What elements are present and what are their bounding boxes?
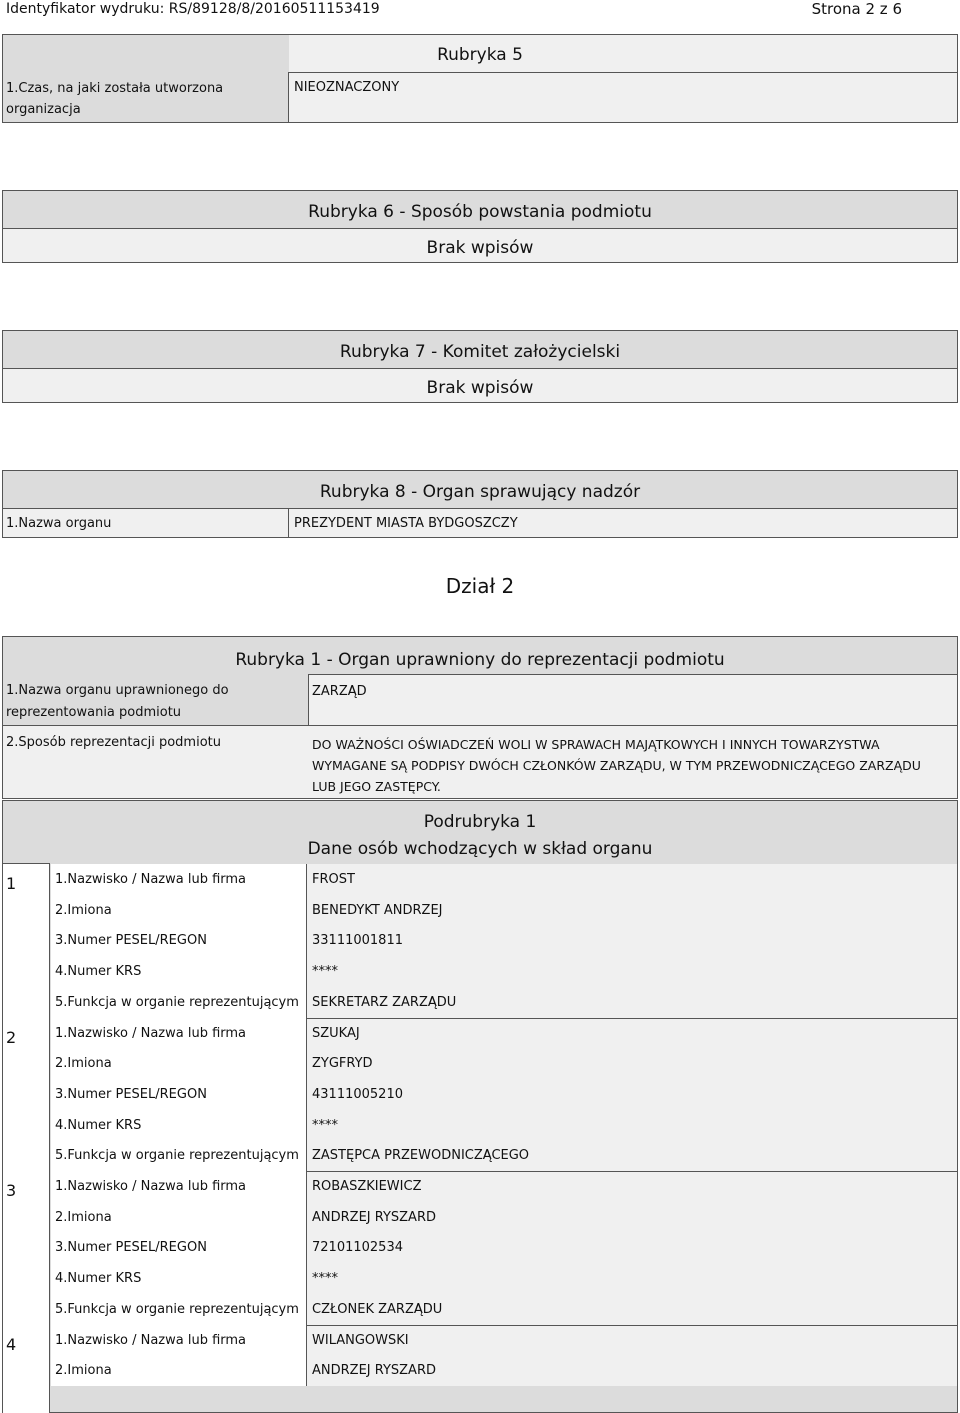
print-identifier: Identyfikator wydruku: RS/89128/8/20160511153419 [6, 1, 380, 17]
person-index: 1 [6, 874, 17, 893]
person-imiona-value: ZYGFRYD [312, 1056, 373, 1072]
rubryka5-label: 1.Czas, na jaki została utworzona organizacja [6, 81, 224, 117]
person-nazwisko-value: FROST [312, 872, 355, 887]
person-value-cell [306, 925, 957, 956]
person-pesel-value: 43111005210 [312, 1086, 403, 1102]
person-nazwisko-value: SZUKAJ [312, 1025, 360, 1041]
rubryka8-value: PREZYDENT MIASTA BYDGOSZCZY [294, 516, 518, 531]
rubryka1-label2: 2.Sposób reprezentacji podmiotu [6, 735, 221, 750]
person-krs-value: **** [312, 1117, 338, 1133]
person-value-cell [306, 1079, 957, 1110]
person-nazwisko-value: ROBASZKIEWICZ [312, 1179, 422, 1194]
rubryka1-label1: 1.Nazwa organu uprawnionego do reprezentowania podmiotu [6, 683, 229, 720]
person-field-label: 2.Imiona [55, 1363, 112, 1379]
person-field-label: 5.Funkcja w organie reprezentującym [55, 994, 299, 1010]
person-field-label: 2.Imiona [55, 1209, 112, 1225]
person-field-label: 4.Numer KRS [55, 1117, 142, 1133]
person-field-label: 3.Numer PESEL/REGON [55, 1240, 207, 1256]
person-imiona-value: ANDRZEJ RYSZARD [312, 1209, 436, 1225]
person-field-label: 1.Nazwisko / Nazwa lub firma [55, 1179, 247, 1194]
person-field-label: 1.Nazwisko / Nazwa lub firma [55, 1332, 247, 1348]
person-imiona-value: BENEDYKT ANDRZEJ [312, 902, 443, 918]
person-field-label: 4.Numer KRS [55, 1271, 142, 1287]
rubryka8-title: Rubryka 8 - Organ sprawujący nadzór [319, 482, 641, 502]
podrubryka-subtitle: Dane osób wchodzących w skład organu [307, 839, 653, 859]
person-field-label: 5.Funkcja w organie reprezentującym [55, 1148, 299, 1164]
rubryka1-title: Rubryka 1 - Organ uprawniony do reprezentacji podmiotu [235, 650, 725, 670]
section-title: Dział 2 [445, 574, 515, 598]
person-funkcja-value: ZASTĘPCA PRZEWODNICZĄCEGO [312, 1148, 530, 1164]
person-field-label: 2.Imiona [55, 1056, 112, 1072]
person-imiona-value: ANDRZEJ RYSZARD [312, 1363, 436, 1379]
person-value-cell [306, 1018, 957, 1049]
person-field-label: 3.Numer PESEL/REGON [55, 933, 207, 949]
index-column [3, 863, 50, 1413]
person-field-label: 1.Nazwisko / Nazwa lub firma [55, 872, 247, 887]
person-value-cell [306, 1110, 957, 1141]
person-nazwisko-value: WILANGOWSKI [312, 1332, 409, 1348]
person-index: 2 [6, 1027, 17, 1047]
rubryka6-value: Brak wpisów [426, 238, 534, 258]
person-value-cell [306, 1263, 957, 1294]
person-krs-value: **** [312, 1271, 338, 1287]
rubryka5-title: Rubryka 5 [437, 45, 523, 65]
person-krs-value: **** [312, 964, 338, 980]
person-value-cell [306, 1048, 957, 1079]
person-index: 4 [6, 1334, 17, 1354]
rubryka1-value2: DO WAŻNOŚCI OŚWIADCZEŃ WOLI W SPRAWACH MAJĄTKOWYCH I INNYCH TOWARZYSTWA WYMAGANE SĄ PODPISY DWÓCH CZŁONKÓW ZARZĄDU, W TYM PRZEWODNICZĄCEGO ZARZĄDU LUB JEGO ZASTĘPCY. [312, 737, 921, 794]
person-value-cell [306, 1232, 957, 1263]
person-funkcja-value: CZŁONEK ZARZĄDU [312, 1301, 443, 1317]
rubryka6-title: Rubryka 6 - Sposób powstania podmiotu [308, 202, 652, 222]
person-field-label: 2.Imiona [55, 902, 112, 918]
rubryka7-value: Brak wpisów [426, 378, 534, 398]
rubryka7-title: Rubryka 7 - Komitet założycielski [339, 342, 621, 362]
person-value-cell [306, 956, 957, 987]
person-field-label: 5.Funkcja w organie reprezentującym [55, 1301, 299, 1317]
rubryka5-value: NIEOZNACZONY [294, 80, 400, 95]
person-pesel-value: 72101102534 [312, 1240, 403, 1256]
rubryka1-value1: ZARZĄD [312, 684, 367, 699]
podrubryka-title: Podrubryka 1 [423, 812, 537, 832]
person-index: 3 [6, 1181, 17, 1200]
person-funkcja-value: SEKRETARZ ZARZĄDU [312, 994, 457, 1010]
rubryka8-label: 1.Nazwa organu [6, 516, 112, 531]
person-field-label: 3.Numer PESEL/REGON [55, 1086, 207, 1102]
person-value-cell [306, 864, 957, 895]
page-number: Strona 2 z 6 [811, 0, 902, 18]
person-field-label: 4.Numer KRS [55, 964, 142, 980]
person-field-label: 1.Nazwisko / Nazwa lub firma [55, 1025, 247, 1041]
person-pesel-value: 33111001811 [312, 933, 403, 949]
